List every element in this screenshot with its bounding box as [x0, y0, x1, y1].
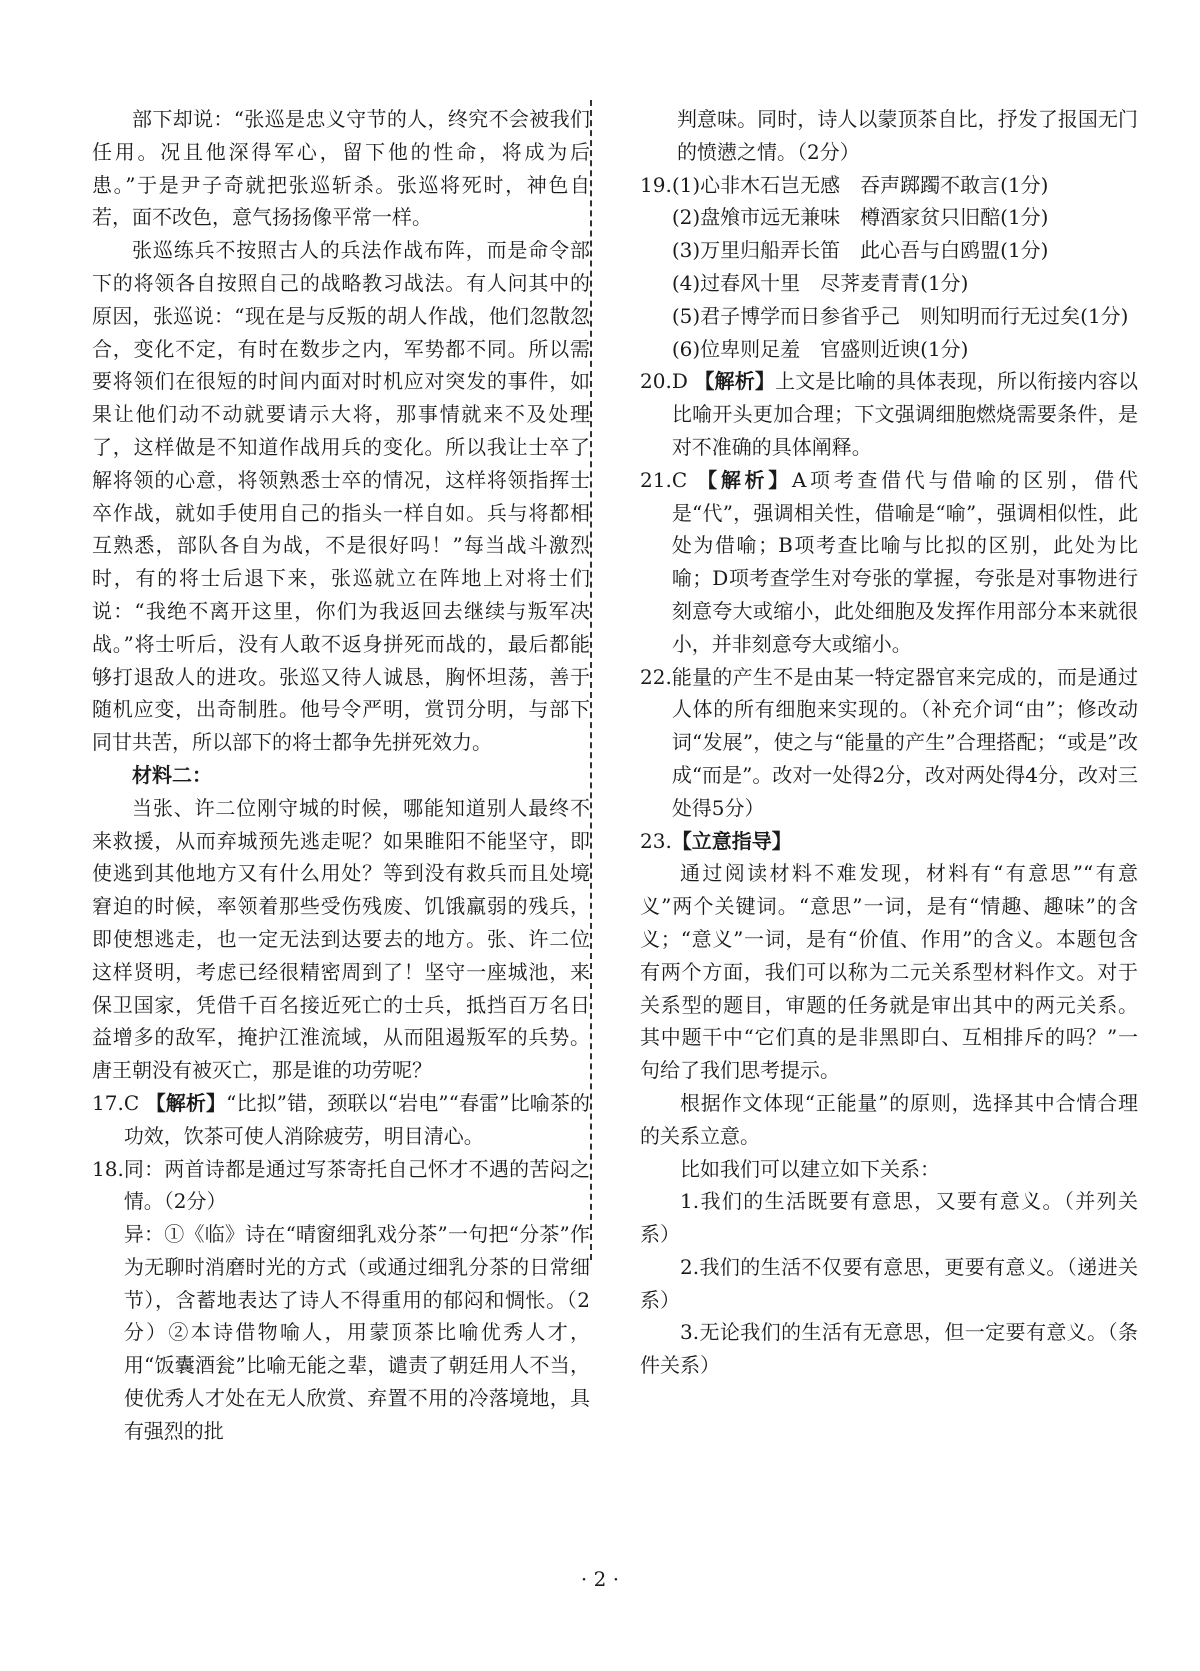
- question-number: 18.: [92, 1156, 124, 1181]
- question-number: 22.: [640, 664, 672, 689]
- analysis-tag: 【解析】: [697, 467, 792, 492]
- right-column: [640, 103, 1138, 1382]
- translation-para-3: 当张、许二位刚守城的时候，哪能知道别人最终不来救援，从而弃城预先逃走呢？如果睢阳不能坚守，即使逃到其他地方又有什么用处？等到没有救兵而且处境窘迫的时候，率领着那些受伤残废、饥饿羸弱的残兵，即使想逃走，也一定无法到达要去的地方。张、许二位这样贤明，考虑已经很精密周到了！坚守一座城池，来保卫国家，凭借千百名接近死亡的士兵，抵挡百万名日益增多的敌军，掩护江淮流域，从而阻遏叛军的兵势。唐王朝没有被灭亡，那是谁的功劳呢？: [92, 795, 590, 1083]
- analysis-text: 上文是比喻的具体表现，所以衔接内容以比喻开头更加合理；下文强调细胞燃烧需要条件，是对不准确的具体阐释。: [671, 369, 1138, 459]
- answer-different: 异：①《临》诗在“晴窗细乳戏分茶”一句把“分茶”作为无聊时消磨时光的方式（或通过细乳分茶的日常细节），含蓄地表达了诗人不得重用的郁闷和惆怅。（2分）②本诗借物喻人，用蒙顶茶比喻优秀人才，用“饭囊酒瓮”比喻无能之辈，谴责了朝廷用人不当，使优秀人才处在无人欣赏、弃置不用的冷落境地，具有强烈的批: [123, 1222, 590, 1443]
- answer-line: (3)万里归船弄长笛 此心吾与白鸥盟(1分): [671, 238, 1049, 263]
- relation-1: 1.我们的生活既要有意思，又要有意义。（并列关系）: [640, 1189, 1138, 1247]
- translation-para-1: 部下却说：“张巡是忠义守节的人，终究不会被我们任用。况且他深得军心，留下他的性命，将成为后患。”于是尹子奇就把张巡斩杀。张巡将死时，神色自若，面不改色，意气扬扬像平常一样。: [92, 107, 590, 230]
- answer-line: (5)君子博学而日参省乎己 则知明而行无过矣(1分): [671, 303, 1129, 328]
- answer-line: (2)盘飧市远无兼味 樽酒家贫只旧醅(1分): [671, 205, 1049, 230]
- guidance-para-3: 比如我们可以建立如下关系：: [680, 1156, 940, 1181]
- question-number: 17.: [92, 1090, 124, 1115]
- material-2-heading: 材料二：: [132, 762, 212, 787]
- question-number: 20.: [640, 369, 672, 394]
- analysis-tag: 【解析】: [145, 1090, 227, 1115]
- answer-line: (1)心非木石岂无感 吞声踯躅不敢言(1分): [671, 172, 1049, 197]
- left-column: [92, 103, 590, 1448]
- guidance-tag: 【立意指导】: [671, 828, 792, 853]
- question-20: [640, 365, 1138, 463]
- guidance-para-2: 根据作文体现“正能量”的原则，选择其中合情合理的关系立意。: [640, 1090, 1138, 1148]
- answer-letter: D: [671, 369, 695, 394]
- answer-text: 能量的产生不是由某一特定器官来完成的，而是通过人体的所有细胞来实现的。（补充介词“由”；修改动词“发展”，使之与“能量的产生”合理搭配；“或是”改成“而是”。改对一处得2分，改对两处得4分，改对三处得5分）: [671, 664, 1138, 820]
- question-22: [640, 661, 1138, 825]
- answer-line: (6)位卑则足羞 官盛则近谀(1分): [671, 336, 969, 361]
- answer-letter: C: [671, 467, 698, 492]
- question-23: [640, 825, 1138, 858]
- question-number: 21.: [640, 467, 672, 492]
- answer-line: (4)过春风十里 尽荠麦青青(1分): [671, 270, 969, 295]
- translation-para-2: 张巡练兵不按照古人的兵法作战布阵，而是命令部下的将领各自按照自己的战略教习战法。有人问其中的原因，张巡说：“现在是与反叛的胡人作战，他们忽散忽合，变化不定，有时在数步之内，军势都不同。所以需要将领们在很短的时间内面对时机应对突发的事件，如果让他们动不动就要请示大将，那事情就来不及处理了，这样做是不知道作战用兵的变化。所以我让士卒了解将领的心意，将领熟悉士卒的情况，这样将领指挥士卒作战，就如手使用自己的指头一样自如。兵与将都相互熟悉，部队各自为战，不是很好吗！”每当战斗激烈时，有的将士后退下来，张巡就立在阵地上对将士们说：“我绝不离开这里，你们为我返回去继续与叛军决战。”将士听后，没有人敢不返身拼死而战的，最后都能够打退敌人的进攻。张巡又待人诚恳，胸怀坦荡，善于随机应变，出奇制胜。他号令严明，赏罚分明，与部下同甘共苦，所以部下的将士都争先拼死效力。: [92, 238, 590, 755]
- question-21: [640, 464, 1138, 661]
- relation-3: 3.无论我们的生活有无意思，但一定要有意义。（条件关系）: [640, 1320, 1138, 1378]
- question-18: [92, 1153, 590, 1448]
- analysis-text: “比拟”错，颈联以“岩电”“春雷”比喻茶的功效，饮茶可使人消除疲劳，明目清心。: [123, 1090, 590, 1148]
- question-number: 23.: [640, 828, 672, 853]
- relation-2: 2.我们的生活不仅要有意思，更要有意义。（递进关系）: [640, 1254, 1138, 1312]
- question-number: 19.: [640, 172, 672, 197]
- column-divider: [590, 100, 592, 1260]
- question-18-continued: 判意味。同时，诗人以蒙顶茶自比，抒发了报国无门的愤懑之情。（2分）: [677, 107, 1138, 164]
- question-19: [640, 169, 1138, 366]
- analysis-text: A项考查借代与借喻的区别，借代是“代”，强调相关性，借喻是“喻”，强调相似性，此处为借喻；B项考查比喻与比拟的区别，此处为比喻；D项考查学生对夸张的掌握，夸张是对事物进行刻意夸大或缩小，此处细胞及发挥作用部分本来就很小，并非刻意夸大或缩小。: [671, 467, 1138, 656]
- analysis-tag: 【解析】: [694, 369, 776, 394]
- answer-letter: C: [123, 1090, 146, 1115]
- page-number: · 2 ·: [580, 1567, 620, 1591]
- answer-same: 同：两首诗都是通过写茶寄托自己怀才不遇的苦闷之情。（2分）: [123, 1156, 590, 1214]
- question-17: [92, 1087, 590, 1153]
- guidance-para-1: 通过阅读材料不难发现，材料有“有意思”“有意义”两个关键词。“意思”一词，是有“情趣、趣味”的含义；“意义”一词，是有“价值、作用”的含义。本题包含有两个方面，我们可以称为二元关系型材料作文。对于关系型的题目，审题的任务就是审出其中的两元关系。其中题干中“它们真的是非黑即白、互相排斥的吗？”一句给了我们思考提示。: [640, 861, 1138, 1083]
